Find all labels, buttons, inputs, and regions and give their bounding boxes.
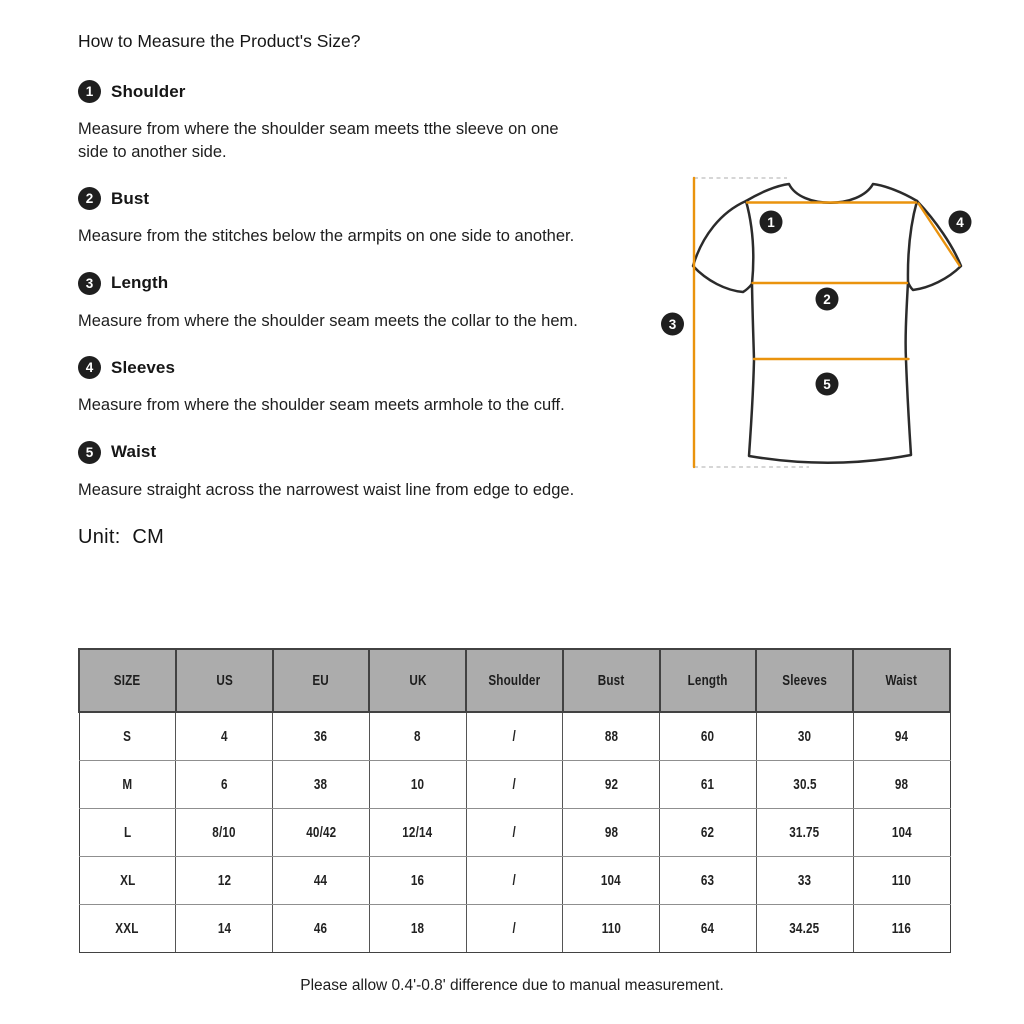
cell-s-uk: 8	[369, 712, 466, 760]
cell-s-length: 60	[660, 712, 757, 760]
section-desc-waist: Measure straight across the narrowest waist line from edge to edge.	[78, 480, 575, 499]
col-header-waist: Waist	[853, 649, 950, 712]
instructions-column	[78, 31, 593, 550]
number-badge-4: 4	[78, 356, 101, 379]
cell-xl-shoulder: /	[466, 856, 563, 904]
cell-l-size: L	[79, 808, 176, 856]
table-row-m	[79, 760, 950, 808]
cell-l-us: 8/10	[176, 808, 273, 856]
cell-xxl-uk: 18	[369, 904, 466, 952]
section-label-waist: Waist	[111, 442, 157, 461]
section-head-sleeves	[78, 356, 593, 379]
cell-l-uk: 12/14	[369, 808, 466, 856]
col-header-uk: UK	[369, 649, 466, 712]
cell-m-eu: 38	[273, 760, 370, 808]
number-badge-5: 5	[78, 441, 101, 464]
marker-num-2: 2	[823, 291, 831, 307]
cell-m-shoulder: /	[466, 760, 563, 808]
number-badge-1: 1	[78, 80, 101, 103]
table-row-s	[79, 712, 950, 760]
tshirt-measurement-diagram	[650, 160, 1022, 492]
marker-num-1: 1	[767, 214, 775, 230]
section-head-length	[78, 272, 593, 295]
cell-m-bust: 92	[563, 760, 660, 808]
marker-num-4: 4	[956, 214, 964, 230]
cell-m-us: 6	[176, 760, 273, 808]
cell-l-waist: 104	[853, 808, 950, 856]
table-row-xxl	[79, 904, 950, 952]
section-desc-shoulder: Measure from where the shoulder seam meets tthe sleeve on one side to another side.	[78, 120, 559, 161]
cell-xl-uk: 16	[369, 856, 466, 904]
cell-s-bust: 88	[563, 712, 660, 760]
cell-xl-size: XL	[79, 856, 176, 904]
section-head-bust	[78, 187, 593, 210]
col-header-size: SIZE	[79, 649, 176, 712]
cell-s-size: S	[79, 712, 176, 760]
cell-xl-bust: 104	[563, 856, 660, 904]
section-label-sleeves: Sleeves	[111, 357, 176, 377]
col-header-length: Length	[660, 649, 757, 712]
marker-num-5: 5	[823, 376, 831, 392]
col-header-us: US	[176, 649, 273, 712]
cell-xl-us: 12	[176, 856, 273, 904]
section-head-waist	[78, 441, 593, 464]
cell-l-bust: 98	[563, 808, 660, 856]
section-desc-bust: Measure from the stitches below the armpits on one side to another.	[78, 227, 575, 245]
cell-xxl-eu: 46	[273, 904, 370, 952]
cell-l-length: 62	[660, 808, 757, 856]
cell-xxl-shoulder: /	[466, 904, 563, 952]
cell-xl-sleeves: 33	[756, 856, 853, 904]
table-header-row	[79, 649, 950, 712]
cell-m-sleeves: 30.5	[756, 760, 853, 808]
cell-m-waist: 98	[853, 760, 950, 808]
unit-label: Unit: CM	[78, 526, 165, 548]
cell-xxl-sleeves: 34.25	[756, 904, 853, 952]
number-badge-3: 3	[78, 272, 101, 295]
table-row-l	[79, 808, 950, 856]
cell-l-sleeves: 31.75	[756, 808, 853, 856]
section-desc-length: Measure from where the shoulder seam meets the collar to the hem.	[78, 311, 578, 330]
cell-m-length: 61	[660, 760, 757, 808]
col-header-bust: Bust	[563, 649, 660, 712]
cell-m-uk: 10	[369, 760, 466, 808]
cell-s-shoulder: /	[466, 712, 563, 760]
section-label-bust: Bust	[111, 188, 150, 208]
cell-s-eu: 36	[273, 712, 370, 760]
page-title: How to Measure the Product's Size?	[78, 31, 361, 51]
cell-s-waist: 94	[853, 712, 950, 760]
cell-xl-waist: 110	[853, 856, 950, 904]
cell-xxl-us: 14	[176, 904, 273, 952]
cell-xxl-waist: 116	[853, 904, 950, 952]
cell-xxl-length: 64	[660, 904, 757, 952]
number-badge-2: 2	[78, 187, 101, 210]
cell-xxl-size: XXL	[79, 904, 176, 952]
measurement-tolerance-note: Please allow 0.4'-0.8' difference due to manual measurement.	[300, 977, 724, 994]
section-head-shoulder	[78, 80, 593, 103]
section-label-shoulder: Shoulder	[111, 81, 186, 101]
cell-m-size: M	[79, 760, 176, 808]
size-chart-table	[78, 648, 951, 953]
cell-l-shoulder: /	[466, 808, 563, 856]
section-desc-sleeves: Measure from where the shoulder seam meets armhole to the cuff.	[78, 396, 565, 414]
tshirt-outline	[693, 184, 961, 463]
cell-xl-length: 63	[660, 856, 757, 904]
cell-s-us: 4	[176, 712, 273, 760]
marker-num-3: 3	[668, 316, 677, 332]
col-header-sleeves: Sleeves	[756, 649, 853, 712]
cell-xxl-bust: 110	[563, 904, 660, 952]
section-label-length: Length	[111, 273, 169, 292]
col-header-eu: EU	[273, 649, 370, 712]
cell-xl-eu: 44	[273, 856, 370, 904]
table-row-xl	[79, 856, 950, 904]
cell-s-sleeves: 30	[756, 712, 853, 760]
cell-l-eu: 40/42	[273, 808, 370, 856]
col-header-shoulder: Shoulder	[466, 649, 563, 712]
